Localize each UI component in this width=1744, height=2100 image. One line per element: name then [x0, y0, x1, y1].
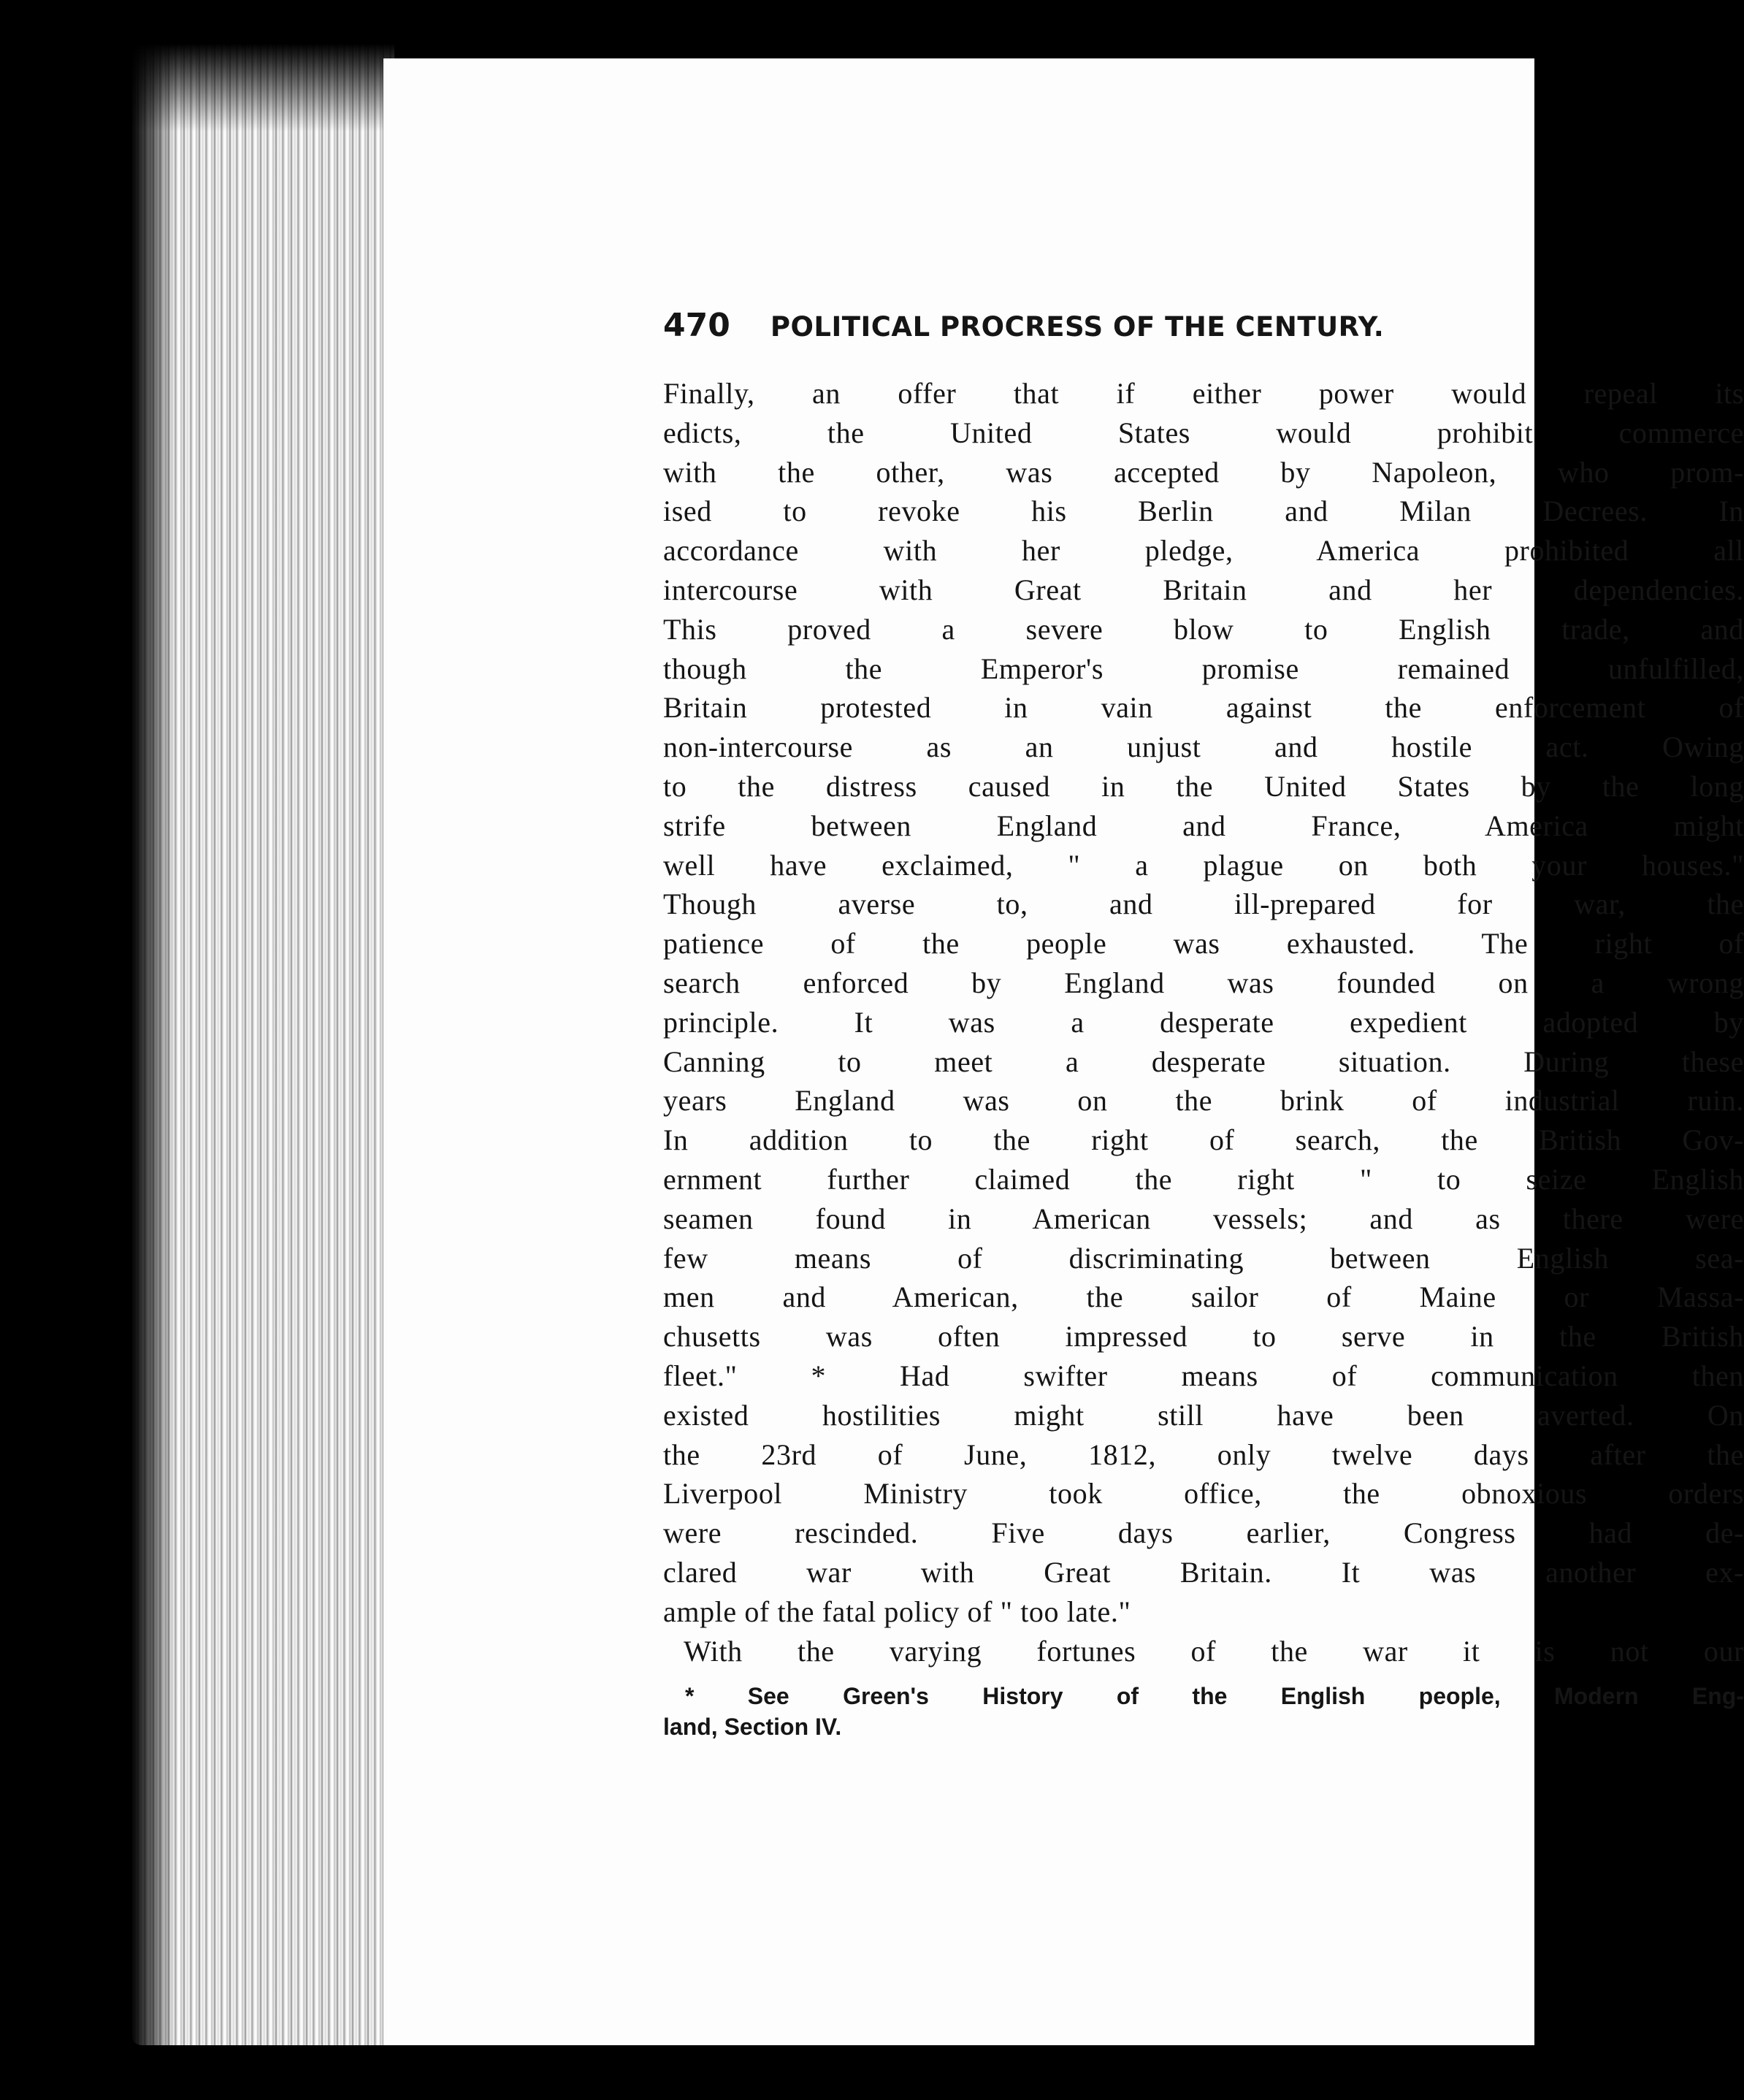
text-line: Finally, an offer that if either power would repeal its — [663, 377, 1744, 410]
text-line: non-intercourse as an unjust and hostile act. Owing — [663, 730, 1744, 764]
text-line: to the distress caused in the United States by the long — [663, 769, 1744, 803]
page-content — [663, 307, 1744, 1742]
page-number: 470 — [663, 307, 730, 344]
text-line: ample of the fatal policy of " too late." — [663, 1595, 1131, 1628]
text-line: search enforced by England was founded on a wrong — [663, 966, 1744, 999]
footnote-line: land, Section IV. — [663, 1714, 842, 1741]
text-line: Though averse to, and ill-prepared for war, the — [663, 887, 1744, 921]
text-line: edicts, the United States would prohibit commerce — [663, 416, 1744, 449]
text-line: chusetts was often impressed to serve in the British — [663, 1320, 1744, 1353]
text-line: fleet." * Had swifter means of communication then — [663, 1359, 1744, 1392]
book-page — [383, 58, 1744, 2045]
running-head — [663, 307, 1744, 365]
text-line: ernment further claimed the right " to seize English — [663, 1162, 1744, 1196]
text-line: accordance with her pledge, America prohibited all — [663, 534, 1744, 568]
text-line: existed hostilities might still have been averted. On — [663, 1398, 1744, 1432]
text-line: intercourse with Great Britain and her dependencies. — [663, 573, 1744, 606]
text-line: years England was on the brink of industrial ruin. — [663, 1084, 1744, 1118]
footnote-line: * See Green's History of the English people, Modern Eng- — [685, 1683, 1744, 1710]
text-line: strife between England and France, America might — [663, 809, 1744, 842]
text-line: patience of the people was exhausted. The right of — [663, 927, 1744, 961]
text-line: were rescinded. Five days earlier, Congress had de- — [663, 1516, 1744, 1550]
text-line: principle. It was a desperate expedient adopted by — [663, 1005, 1744, 1039]
running-title: POLITICAL PROCRESS OF THE CENTURY. — [770, 311, 1385, 343]
text-line: Canning to meet a desperate situation. During these — [663, 1045, 1744, 1078]
body-text — [663, 374, 1744, 1671]
text-line: clared war with Great Britain. It was another ex- — [663, 1555, 1744, 1589]
text-line: well have exclaimed, " a plague on both your houses." — [663, 848, 1744, 882]
text-line: seamen found in American vessels; and as there were — [663, 1202, 1744, 1235]
text-line: Britain protested in vain against the enforcement of — [663, 691, 1744, 725]
text-line: men and American, the sailor of Maine or Massa- — [663, 1280, 1744, 1314]
footnote — [663, 1681, 1744, 1742]
text-line: the 23rd of June, 1812, only twelve days after the — [663, 1437, 1744, 1471]
book-page-edges — [131, 44, 394, 2045]
text-line: Liverpool Ministry took office, the obnoxious orders — [663, 1477, 1744, 1511]
text-line: With the varying fortunes of the war it is not our — [684, 1634, 1744, 1668]
text-line: In addition to the right of search, the British Gov- — [663, 1123, 1744, 1157]
text-line: though the Emperor's promise remained unfulfilled, — [663, 652, 1744, 685]
text-line: ised to revoke his Berlin and Milan Decrees. In — [663, 495, 1744, 528]
text-line: with the other, was accepted by Napoleon, who prom- — [663, 455, 1744, 489]
text-line: few means of discriminating between English sea- — [663, 1241, 1744, 1275]
text-line: This proved a severe blow to English trade, and — [663, 612, 1744, 646]
